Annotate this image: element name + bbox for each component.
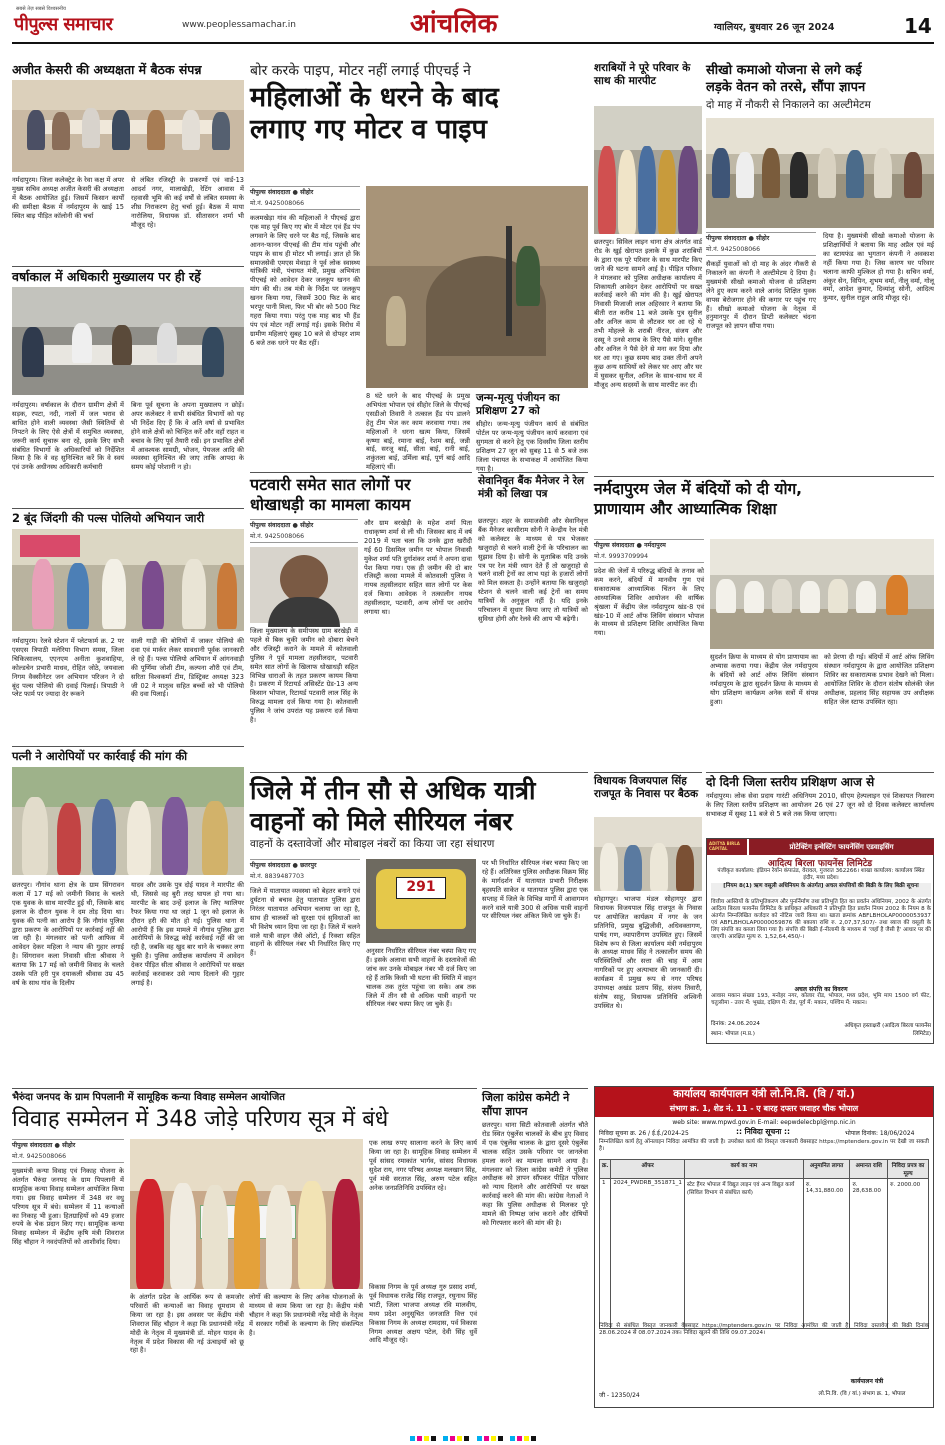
body-text: एक लाख रुपए सालाना करने के लिए कार्य किया जा रहा है। सामूहिक विवाह सम्मेलन में पूर्व सांसद रमाकांत भार्गव, सांसद विधायक सुदेश राय, नगर परिषद अध्यक्ष मलखान सिंह, पूर्व मंत्री सरताज सिंह, अरुण पटेल सहित अनेक जनप्रतिनिधि उपस्थित रहे। (369, 1139, 477, 1192)
body-text: को प्रेरणा दी गई। बंदियों में आर्ट ऑफ लिविंग संस्थान नर्मदापुरम के द्वारा आयोजित प्रशिक्षण शिविर का सकारात्मक प्रभाव देखने को मिला। आयोजित शिविर के दौरान संतोष सोलंकी जेल अधीक्षक, प्रहलाद सिंह सहायक उप अधीक्षक सहित जेल स्टाफ उपस्थित रहा। (824, 653, 934, 706)
table-cell: 1 (600, 1179, 611, 1329)
table-header-cell: अमानत राशि (850, 1160, 888, 1179)
byline: पीपुल्स संवाददाता ● सीहोर मो.नं. 9425008066 (250, 519, 358, 543)
story-district-training (706, 772, 934, 834)
tender-contact[interactable]: web site: www.mpwd.gov.in E-mail: eepwdelecbpl@mp.nic.in (672, 1119, 856, 1126)
borewell-site-photo (366, 186, 588, 388)
headline-line-2: लड़के वेतन को तरसे, सौंपा ज्ञापन (706, 80, 866, 95)
tender-signatory-office: लो.नि.वि. (वि / यां.) संभाग क्र. 1, भोपाल (818, 1391, 906, 1397)
body-text: मुख्यमंत्री कन्या विवाह एवं निकाह योजना के अंतर्गत भैरुंदा जनपद के ग्राम पिपलानी में सामूहिक कन्या विवाह सम्मेलन आयोजित किया गया। इस विवाह सम्मेलन में 348 वर वधु परिणय सूत्र में बंधे। सम्मेलन में 11 कन्याओं का निकाह भी हुआ। हितग्राहियों को 49 हजार रुपये के चेक प्रदान किए गए। सामूहिक कन्या विवाह सम्मेलन में केंद्रीय कृषि मंत्री शिवराज सिंह चौहान ने नवदंपतियों को आशीर्वाद दिया। (12, 1167, 124, 1247)
ad-header: प्रोटेक्टिंग इन्वेस्टिंग फायनेंसिंग एडवाइसिंग (749, 839, 934, 855)
wedding-ceremony-photo (130, 1139, 363, 1289)
notice-title: [नियम 8(1) ऋण वसूली अधिनियम के अंतर्गत] अचल संपत्तियों की बिक्री के लिए बिक्री सूचना (711, 883, 931, 897)
headline: वर्षाकाल में अधिकारी मुख्यालय पर ही रहें (12, 269, 201, 284)
body-text: प्रदेश की जेलों में परिरुद्ध बंदियों के तनाव को कम करने, बंदियों में मानवीय गुण एवं सकारात्मक आध्यात्मिक चिंतन के लिए आध्यात्मिक शिविर आयोजन की वार्षिक श्रृंखला में केंद्रीय जेल नर्मदापुरम खंड-8 एवं खंड-10 में आर्ट ऑफ लिविंग संस्थान भोपाल के माध्यम से प्रशिक्षण शिविर आयोजित किया गया। (594, 567, 704, 638)
section-title: आंचलिक (410, 9, 498, 39)
table-header-cell: निविदा प्रपत्र का मूल्य (888, 1160, 929, 1179)
body-text: लोगों की कल्याण के लिए अनेक योजनाओं के माध्यम से काम किया जा रहा है। केंद्रीय मंत्री चौहान ने कहा कि प्रधानमंत्री नरेंद्र मोदी के नेतृत्व में सरकार गरीबों के कल्याण के लिए संकल्पित है। (249, 1293, 363, 1337)
headline: दो दिनी जिला स्तरीय प्रशिक्षण आज से (706, 775, 875, 789)
body-text: छतरपुर। सिविल लाइन थाना क्षेत्र अंतर्गत वार्ड रोड के खुई खेरापत इलाके में कुछ शराबियों के द्वारा एक पूरे परिवार के साथ मारपीट किए जाने की घटना सामने आई है। पीड़ित परिवार ने मंगलवार को पुलिस अधीक्षक कार्यालय में शिकायती आवेदन देकर आरोपियों पर सख्त कार्रवाई करने की मांग की है। खुई खेरापत निवासी मिजाजी लाल अहिरवार ने बताया कि बीती रात करीब 11 बजे उसके पुत्र सुनील और अनिल काम से लौटकर घर आ रहे थे तभी मोहल्ले के शराबी नीरज, संजय और दस्सू ने उनसे शराब के लिए पैसे मांगे। सुनील और अनिल ने पैसे देने से मना कर दिया और घर आ गए। कुछ समय बाद उक्त तीनों अपने कुछ अन्य साथियों को लेकर घर आए और घर में घुसकर सुनील, अनिल के साथ-साथ घर में मौजूद अन्य सदस्यों के साथ मारपीट कर दी। (594, 238, 702, 389)
notice-date: दिनांक: 24.06.2024 (711, 1021, 760, 1027)
byline: पीपुल्स संवाददाता ● छतरपुर मो.नं. 8839487703 (250, 859, 360, 883)
meeting-photo (12, 80, 244, 172)
subheadline: वाहनों के दस्तावेजों और मोबाइल नंबरों का किया जा रहा संधारण (250, 838, 495, 850)
table-cell: 2024_PWDRB_351871_1 (611, 1179, 684, 1329)
headline: विवाह सम्मेलन में 348 जोड़े परिणय सूत्र में बंधे (12, 1107, 389, 1132)
story-sikho-kamao (706, 62, 934, 466)
subheadline: दो माह में नौकरी से निकालने का अल्टीमेटम (706, 99, 871, 111)
body-text: छतरपुर। शहर के समाजसेवी और सेवानिवृत्त बैंक मैनेजर कासीराम सोनी ने केन्द्रीय रेल मंत्री को कलेक्टर के माध्यम से पत्र भेजकर खजुराहो से चलने वाली ट्रेनों के परिचालन का सुझाव दिया है। सोनी के मुताबिक यदि उनके पत्र पर रेल मंत्री ध्यान देते हैं तो खजुराहो से चलने वाली ट्रेनों का लाभ यहां के हजारों लोगों को मिल सकता है। उन्होंने बताया कि खजुराहो स्टेशन से चलने वाली कई ट्रेनों का समय यात्रियों के अनुकूल नहीं है। यदि इनके परिचालन में सुधार किया जाए तो यात्रियों को सुविधा होगी और रेलवे की आय भी बढ़ेगी। (478, 517, 588, 623)
story-bank-manager-letter (478, 472, 588, 766)
body-text: जिले में यातायात व्यवस्था को बेहतर बनाने एवं दुर्घटना से बचाव हेतु यातायात पुलिस द्वारा निरंतर यातायात अभियान चलाया जा रहा है, साथ ही चालकों को सुरक्षा एवं सुविधाओं का भी विशेष ध्यान दिया जा रहा है। जिले में चलने वाले यात्री वाहन जैसे ऑटो, ई रिक्शा सहित वाहनों के सीरियल नंबर भी निर्धारित किए गए हैं। (250, 887, 360, 958)
family-photo (594, 106, 702, 234)
body-text: कलमखेड़ा गांव की महिलाओं ने पीएचई द्वारा एक माह पूर्व किए गए बोर में मोटर एवं हैंड पंप लगवाने के लिए धरने पर बैठ गईं, जिसके बाद आनन-फानन पीएचई की टीम गांव पहुंची और पाइप के साथ ही मोटर भी लगाई। ज्ञात हो कि समाजसेवी एमएस मेवाड़ा ने पूर्व लोक स्वास्थ्य यांत्रिकी मंत्री, पंचायत मंत्री, प्रमुख अभियंता पीएचई को आवेदन देकर जलकूप खनन की मांग की थी। तब मंत्री के निर्देश पर जलकूप खनन किया गया, जिसमें 300 फिट के बाद भरपूर पानी मिला, फिर भी बोर को 500 फिट गहरा किया गया। परंतु एक माह बाद भी हैंड पंप एवं मोटर नहीं लगाई गई। इसके विरोध में ग्रामीण महिलाएं सुबह 10 बजे से दोपहर शाम 6 बजे तक धरने पर बैठ रहीं। (250, 214, 360, 347)
headline: सेवानिवृत बैंक मैनेजर ने रेल मंत्री को लिखा पत्र (478, 475, 585, 500)
body-text: नर्मदापुरम। रेलवे स्टेशन में प्लेटफार्म क्र. 2 पर एसएस त्रिपाठी मलेरिया विभाग समस, जिला चिकित्सालय, एएनएम अनीता कुशवाहिया, कोल्डचेन प्रभारी माधव, रोहित जोठे, जयवाला निगम वैक्सीनेटर जन अभियान परिजन ने दो बूंद पल्स पोलियो की दवाई पिलाई। त्रिपाठी ने प्लेट फार्म पर ज्यादा देर रूकने (12, 637, 124, 699)
headline: महिलाओं के धरने के बाद (250, 82, 499, 113)
tender-table (599, 1159, 929, 1329)
body-text: छतरपुर। नौगांव थाना क्षेत्र के ग्राम सिंगरावन कला में 17 मई को जमीनी विवाद के चलते एक युवक के साथ मारपीट हुई थी, जिसके बाद इलाज के दौरान युवक ने दम तोड़ दिया था। युवक की पत्नी का आरोप है कि नौगांव पुलिस द्वारा प्रकरण के आरोपियों पर कार्रवाई नहीं की जा रही है। मंगलवार को पत्नी आफिस में आवेदन देकर महिला ने न्याय की गुहार लगाई है। सिंगरावन कला निवासी सीता श्रीवास ने बताया कि 17 मई को जमीनी विवाद के चलते उसके पति हरी पुत्र दयाकली श्रीवास उम्र 45 वर्ष के साथ गांव के दिलीप (12, 881, 124, 987)
table-cell: रु. 28,638.00 (850, 1179, 888, 1329)
kicker: बोर करके पाइप, मोटर नहीं लगाई पीएचई ने (250, 63, 471, 79)
body-text: दिया है। मुख्यमंत्री सीखो कमाओ योजना के प्रशिक्षार्थियों ने बताया कि माह अप्रैल एवं मई का स्टायफंड का भुगतान कंपनी ने अवकाश नहीं किया गया है। जिस कारण घर परिवार चलाना काफी मुश्किल हो गया है। सचिन वर्मा, अंकुर सेन, विपिन, शुभम वर्मा, नीलू वर्मा, गोलू वर्मा, आदेश कुमार, दिव्यांशु सोनी, आदित्य कुमार, सुनील राहुल आदि मौजूद रहे। (823, 232, 934, 303)
body-text: नर्मदापुरम। लोक सेवा प्रदाय गारंटी अधिनियम 2010, सीएम हेल्पलाइन एवं शिकायत निवारण के लिए जिला स्तरीय प्रशिक्षण का आयोजन 26 एवं 27 जून को दो दिवस कलेक्टर कार्यालय सभाकक्ष में सुबह 11 बजे से 5 बजे तक किया जाएगा। (706, 792, 934, 818)
headline-line-2: वाहनों को मिले सीरियल नंबर (250, 807, 513, 836)
lead-story (250, 62, 588, 473)
print-color-bar (12, 1426, 934, 1436)
story-mla-meeting (594, 772, 702, 1082)
accused-photo (250, 547, 358, 623)
tender-ref: निविदा सूचना क्र. 26 / ई.ई./2024-25 (599, 1130, 689, 1137)
tender-notice-title: :: निविदा सूचना :: (736, 1127, 790, 1136)
complainants-photo (12, 767, 244, 875)
body-text: के अंतर्गत प्रदेश के आर्थिक रूप से कमजोर परिवारों की कन्याओं का विवाह धूमधाम से किया जा रहा है। इस अवसर पर केंद्रीय मंत्री शिवराज सिंह चौहान ने कहा कि प्रधानमंत्री नरेंद्र मोदी के नेतृत्व में मुख्यमंत्री डॉ. मोहन यादव के नेतृत्व में प्रदेश विकास की नई ऊंचाइयों को छू रहा है। (130, 1293, 244, 1355)
headline-line-2: प्राणायाम और आध्यात्मिक शिक्षा (594, 500, 777, 518)
polio-drive-photo (12, 529, 244, 631)
headline: शराबियों ने पूरे परिवार के साथ की मारपीट (594, 62, 691, 87)
body-text: सैकड़ों युवाओं को दो माह के अंदर नौकरी से निकालने का कंपनी ने अल्टीमेटम दे दिया है। मुख्यमंत्री सीखो कमाओ योजना से प्रशिक्षण लेने हुए काम करने वाले आनंद शिक्षित युवक वापस बेरोजगार होने की कगार पर पहुंच गए हैं। सीखो कमाओ योजना के नेतृत्व में हनुमानपुर में दौरान डिप्टी कलेक्टर चंदना राजपूत को ज्ञापन सौंपा गया। (706, 260, 816, 331)
table-header-cell: कार्य का नाम (684, 1160, 803, 1179)
table-header-cell: क्र. (600, 1160, 611, 1179)
aditya-birla-notice (706, 838, 934, 1044)
logo[interactable]: पीपुल्स समाचार (14, 14, 113, 35)
body-text: नर्मदापुरम। जिला कलेक्ट्रेट के रेवा कक्ष में अपर मुख्य सचिव अध्यक्ष अजीत केसरी की अध्यक्षता में बैठक आयोजित हुई। जिसमें किसान कार्यों की समीक्षा बैठक में नर्मदापुरम के खाई 15 स्थित बाढ़ पीड़ित कॉलोनी की चर्चा (12, 176, 124, 220)
tender-code: जी - 12350/24 (599, 1392, 640, 1399)
story-varshakal (12, 266, 244, 502)
story-ajit-kesari (12, 62, 244, 262)
headline: पत्नी ने आरोपियों पर कार्रवाई की मांग की (12, 749, 188, 763)
body-text: बिना पूर्व सूचना के अपना मुख्यालय न छोड़ें। अपर कलेक्टर ने सभी संबंधित विभागों को यह भी निर्देश दिए हैं कि वे अति वर्षा से प्रभावित होने वाले क्षेत्रों को चिन्हित करें और वहाँ राहत व बचाव के लिए पूर्व तैयारी रखें। इन प्रभावित क्षेत्रों में आवश्यक सामग्री, भोजन, पेयजल आदि की व्यवस्था सुनिश्चित की जाए ताकि आपदा के समय कोई परेशानी न हो। (131, 401, 244, 472)
headline: जिला कांग्रेस कमेटी ने सौंपा ज्ञापन (482, 1091, 570, 1118)
property-title: अचल संपत्ति का विवरण (794, 986, 848, 993)
tender-intro: निम्नलिखित कार्य हेतु ऑनलाइन निविदा आमंत्रित की जाती है। उपरोक्त कार्य की विस्तृत जानकारी वेबसाइट https://mptenders.gov.in पर देखी जा सकती है। (599, 1139, 929, 1152)
body-text: छतरपुर। थाना सिटी कोतवाली अंतर्गत चौते रोड स्थित एंबुलेंस चालकों के बीच हुए विवाद में एक एंबुलेंस चालक के द्वारा दूसरे एंबुलेंस चालक सहित उसके परिवार पर जानलेवा हमला करने का मामला सामने आया है। मंगलवार को जिला कांग्रेस कमेटी ने पुलिस अधीक्षक को ज्ञापन सौंपकर पीड़ित परिवार को न्याय दिलाने और आरोपियों पर सख्त कार्रवाई करने की मांग की। कांग्रेस नेताओं ने कहा कि पुलिस अधीक्षक से मिलकर पूरे मामले की निष्पक्ष जांच कराने और दोषियों को गिरफ्तार करने की मांग की है। (482, 1121, 588, 1227)
serial-plate: 291 (406, 879, 436, 895)
table-cell: रु. 14,31,880.00 (803, 1179, 850, 1329)
story-polio (12, 508, 244, 740)
headline: 2 बूंद जिंदगी की पल्स पोलियो अभियान जारी (12, 511, 205, 525)
body-text: पर भी निर्धारित सीरियल नंबर चस्पा किए जा रहे हैं। अतिरिक्त पुलिस अधीक्षक विक्रम सिंह के मार्गदर्शन में यातायात प्रभारी निरीक्षक बृहस्पति साकेत व यातायात पुलिस द्वारा एक सप्ताह में जिले के विभिन्न मार्गों में आवागमन करने वाले यात्री 300 से अधिक यात्री वाहनों पर सीरियल नंबर अंकित किये जा चुके हैं। (482, 859, 588, 921)
mla-photo (594, 817, 702, 891)
company-address: पंजीकृत कार्यालय: इंडियन रेयॉन कंपाउंड, वेरावल, गुजरात 362266। शाखा कार्यालय: कार्यालय स्थित इंदौर, मध्य प्रदेश। (717, 868, 925, 881)
body-text: सीहोर। जन्म-मृत्यु पंजीयन कार्य से संबंधित पोर्टल पर जन्म-मृत्यु पंजीयन कार्य करवाना एवं सुगमता से करने हेतु एक दिवसीय जिला स्तरीय प्रशिक्षण 27 जून को सुबह 11 से 5 बजे तक जिला पंचायत के सभाकक्ष में आयोजित किया गया है। (476, 420, 588, 473)
story-wife-demand (12, 746, 244, 1028)
aditya-birla-logo: ADITYA BIRLA CAPITAL (707, 839, 747, 855)
body-text: जिला मुख्यालय के समीपस्थ ग्राम बरखेड़ी में पहले से बिक चुकी जमीन को दोबारा बेचने और रजिस्ट्री कराने के मामले में कोतवाली पुलिस ने पूर्व मामला तहसीलदार, पटवारी समेत सात लोगों के खिलाफ धोखाधड़ी सहित विभिन्न धाराओं के तहत प्रकरण कायम किया है। प्रकरण में रिटायर्ड असिस्टेंट ग्रेड-13 अन्य किसान भोपाल, रिटायर्ड पटवारी लाल सिंह के विरुद्ध मामला दर्ज किया गया है। कोतवाली पुलिस ने जांच उपरांत यह प्रकरण दर्ज किया है। (250, 627, 358, 725)
headline: जन्म-मृत्यु पंजीयन का प्रशिक्षण 27 को (476, 392, 560, 417)
headline: नर्मदापुरम जेल में बंदियों को दी योग, (594, 480, 803, 498)
body-text: यादव और उसके पुत्र दोई यादव ने मारपीट की थी, जिससे वह बुरी तरह घायल हो गया था। मारपीट के बाद उन्हें इलाज के लिए ग्वालियर रैफर किया गया था जहां 1 जून को इलाज के दौरान हरी की मौत हो गई। पुलिस थाना में आरोपी हैं कि इस मामले में नौगांव पुलिस द्वारा आरोपियों के विरुद्ध कोई कार्रवाई नहीं की जा रही है, जबकि वह खुद बार थाने के चक्कर लगा चुकी है। पुलिस अधीक्षक कार्यालय में आवेदन देकर पीड़ित सीता श्रीवास ने आरोपियों पर सख्त कार्रवाई करवाकर उसे न्याय दिलाने की गुहार लगाई है। (131, 881, 244, 987)
notice-place: स्थान: भोपाल (म.प्र.) (711, 1031, 755, 1037)
office-meeting-photo (12, 287, 244, 395)
byline: पीपुल्स संवाददाता ● सीहोर मो.नं. 9425008066 (12, 1139, 124, 1163)
tender-footer: निविदा से संबंधित विस्तृत जानकारी वेबसाइट https://mptenders.gov.in पर निविदा आमंत्रित की जाती है। निविदा दस्तावेज की बिक्री दिनांक 28.06.2024 से 08.07.2024 तक। निविदा खुलने की तिथि 09.07.2024। (599, 1323, 929, 1336)
page-number: 14 (904, 14, 932, 38)
notice-body: वित्तीय आस्तियों के प्रतिभूतिकरण और पुनर्निर्माण तथा प्रतिभूति हित का प्रवर्तन अधिनियम, 2002 के अंतर्गत आदित्य बिरला फायनेंस लिमिटेड के प्राधिकृत अधिकारी ने प्रतिभूति हित प्रवर्तन नियम 2002 के नियम 8 के अंतर्गत निम्नलिखित कर्जदार को नोटिस जारी किया था। खाता क्रमांक ABFLBHOLAP0000053937 एवं ABFLBHOLAP0000059876 की बकाया राशि रु. 2,07,37,507/- तथा ब्याज की वसूली के लिए संपत्ति का कब्जा लिया गया है। संपत्ति की बिक्री ई-नीलामी के माध्यम से 'जहाँ है जैसी है' आधार पर की जाएगी। आरक्षित मूल्य रु. 1,52,64,450/-। (711, 899, 931, 940)
body-text: 8 घंटे धरने के बाद पीएचई के प्रमुख अभियंता भोपाल एवं सीहोर जिले के पीएचई एसडीओ तिवारी ने तत्काल हैंड पंप डालने हेतु टीम भेज कर काम करवाया गया। तब महिलाओं ने धरना खत्म किया, जिसमें कृष्णा बाई, रमाना बाई, रेशम बाई, जन्नी बाई, सरजू बाई, सीता बाई, रानी बाई, शकुंतला बाई, उर्मिला बाई, पूर्ण बाई आदि महिलाएं थीं। (366, 392, 470, 472)
tender-date: भोपाल दिनांक: 18/06/2024 (845, 1130, 915, 1137)
auto-rickshaw-photo (366, 859, 476, 943)
table-header-cell: ऑफर (611, 1160, 684, 1179)
story-serial-numbers (250, 772, 588, 1082)
tender-title: कार्यालय कार्यपालन यंत्री लो.नि.वि. (वि / यां.) (673, 1088, 855, 1100)
signatory: अधिकृत हस्ताक्षरी (आदित्य बिरला फायनेंस लिमिटेड) (844, 1023, 931, 1037)
body-text: सुदर्शन क्रिया के माध्यम से योग प्राणायाम का अभ्यास कराया गया। केंद्रीय जेल नर्मदापुरम के बंदियों को आर्ट ऑफ लिविंग संस्थान नर्मदापुरम के द्वारा सुदर्शन क्रिया के माध्यम से योग प्रशिक्षण कार्यक्रम अनेक सत्रों में संपन्न हुआ। (710, 653, 818, 706)
body-text: विकास निगम के पूर्व अध्यक्ष गुरु प्रसाद शर्मा, पूर्व विधायक राजेंद्र सिंह राजपूत, रघुनाथ सिंह भाटी, जिला भाजपा अध्यक्ष रवि मालवीय, मध्य प्रदेश अनुसूचित जनजाति वित्त एवं विकास निगम के अध्यक्ष रामदास, पर्व विकास निगम अध्यक्ष अक्षय पटेल, देवी सिंह धुर्वे आदि मौजूद रहे। (369, 1283, 477, 1345)
story-congress-memorandum (482, 1088, 588, 1408)
table-cell: स्टेट हैंगर भोपाल में विद्युत लाइन एवं अन्य विद्युत कार्य (सिविल विभाग से संबंधित कार्य) (684, 1179, 803, 1329)
byline: पीपुल्स संवाददाता ● नर्मदापुरम मो.नं. 9993709994 (594, 539, 704, 563)
property-desc: आवास मकान संख्या 193, मनोहर नगर, कोलार रोड, भोपाल, मध्य प्रदेश, भूमि माप 1500 वर्ग फीट, चतुःसीमा - उत्तर में: भूखंड, दक्षिण में: रोड, पूर्व में: मकान, पश्चिम में: मकान। (711, 993, 931, 1006)
headline: अजीत केसरी की अध्यक्षता में बैठक संपन्न (12, 62, 202, 77)
logo-tagline: सबसे तेज़ सबसे विश्वसनीय (16, 6, 66, 12)
headline: जिले में तीन सौ से अधिक यात्री (250, 776, 536, 805)
headline: विधायक विजयपाल सिंह राजपूत के निवास पर बैठक (594, 775, 699, 800)
headline-line-2: लगाए गए मोटर व पाइप (250, 114, 487, 145)
headline: सीखो कमाओ योजना से लगे कई (706, 63, 862, 78)
body-text: वाली गाड़ी की बोगियों में जाकर पोलियो की दवा एवं मार्कर लेकर सावधानी पूर्वक जानकारी ले रहे हैं। पल्स पोलियो अभियान में आंगनवाड़ी की पूर्णिमा जोशी टीम, कल्पना शौरी एवं टीम, सरिता विश्वकर्मा टीम, डिस्ट्रिक्ट अध्यक्ष 323 जी 02 ने मातृत्व सहित बच्चों को भी पोलियो की दवा पिलाई। (131, 637, 244, 699)
table-header-cell: अनुमानित लागत (803, 1160, 850, 1179)
tender-signatory: कार्यपालन यंत्री (850, 1378, 884, 1385)
kicker: भैरुंदा जनपद के ग्राम पिपलानी में सामूहिक कन्या विवाह सम्मेलन आयोजित (12, 1092, 285, 1103)
tender-header (595, 1087, 933, 1117)
table-cell: रु. 2000.00 (888, 1179, 929, 1329)
story-jail-yoga (594, 476, 934, 766)
tender-subtitle: संभाग क्र. 1, शेड नं. 11 - ए बारह दफ्तर जवाहर चौक भोपाल (669, 1104, 859, 1113)
body-text: से लंबित रजिस्ट्री के प्रकरणों एवं वार्ड-13 आदर्श नगर, मालाखेड़ी, रेटिंग आवास में रहवासी भूमि की कई वर्षों से लंबित समस्या के शीघ्र निराकरण हेतु चर्चा हुई। बैठक में माया नारोलिया, विधायक डॉ. सीतासरन शर्मा भी मौजूद रहे। (131, 176, 244, 229)
body-text: सोहागपुर। भाजपा मंडल सोहागपुर द्वारा विधायक विजयपाल सिंह राजपूत के निवास पर आयोजित कार्यक्रम में नगर के जन प्रतिनिधि, प्रमुख बुद्धिजीवी, अधिवक्तागण, पार्षद गण, व्यापारीगण उपस्थित हुए। जिसमें विशेष रूप से जिला कार्यालय मंत्री नर्मदापुरम के अध्यक्ष माधव सिंह ने तत्कालीन समय की परिस्थितियों और सत्ता की चाह में आम नागरिकों पर हुए अत्याचार की जानकारी दी। कार्यक्रम में प्रमुख रूप से नगर परिषद उपाध्यक्ष अखंड प्रताप सिंह, संजय तिवारी, संतोष साहू, विधायक प्रतिनिधि अश्विनी उपस्थित थे। (594, 895, 702, 1010)
body-text: अनुसार निर्धारित सीरियल नंबर चस्पा किए गए हैं। इसके अलावा सभी वाहनों के दस्तावेजों की जांच कर उनके मोबाइल नंबर भी दर्ज किए जा रहे हैं ताकि किसी भी घटना की स्थिति में वाहन चालक तक तुरंत पहुंचा जा सके। अब तक जिले में तीन सौ से अधिक यात्री वाहनों पर सीरियल नंबर चस्पा किए जा चुके हैं। (366, 947, 476, 1009)
story-patwari (250, 472, 472, 766)
body-text: नर्मदापुरम। वर्षाकाल के दौरान ग्रामीण क्षेत्रों में सड़क, रपटा, नदी, नालों में जल भराव से बाधित होने वाली व्यवस्था जैसी स्थितियों से निपटने के लिए ऐसे क्षेत्रों में समुचित व्यवस्था, जरूरी कार्य सुचारू बना रहे, इसके लिए सभी संबंधित विभागों के अधिकारियों को निर्देशित किया है कि वे वह सुनिश्चित करें कि वे स्वयं एवं उनके अधीनस्थ अधिकारी कर्मचारी (12, 401, 124, 472)
headline-line-2: धोखाधड़ी का मामला कायम (250, 495, 411, 514)
youth-protest-photo (706, 118, 934, 228)
table-row (600, 1179, 929, 1329)
masthead (12, 8, 934, 44)
yoga-session-photo (710, 539, 934, 649)
headline: पटवारी समेत सात लोगों पर (250, 475, 411, 494)
pwd-tender-notice (594, 1086, 934, 1408)
byline: पीपुल्स संवाददाता ● सीहोर मो.नं. 9425008066 (250, 186, 360, 210)
body-text: और ग्राम बरखेड़ी के महेश शर्मा पिता राधाकृष्ण शर्मा से ली थी। जिसका बाद में वर्ष 2019 में पता चला कि उनके द्वारा खरीदी गई 60 डिसमिल जमीन पर भोपाल निवासी मुकेश शर्मा पति दुर्गाशंकर शर्मा ने अपना दावा पेश किया गया। एक ही जमीन की दो बार रजिस्ट्री करवा मामले में कोतवाली पुलिस ने नायब तहसीलदार सहित सात लोगों पर केस दर्ज किया। आवेदक ने तत्कालीन नायब तहसीलदार, पटवारी, अन्य लोगों पर आरोप लगाया था। (364, 519, 472, 617)
story-mass-wedding (12, 1088, 477, 1408)
story-birth-death-training (476, 392, 588, 473)
website[interactable]: www.peoplessamachar.in (182, 20, 296, 30)
byline: पीपुल्स संवाददाता ● सीहोर मो.नं. 9425008066 (706, 232, 816, 256)
dateline: ग्वालियर, बुधवार 26 जून 2024 (714, 22, 835, 33)
company-name: आदित्य बिरला फायनेंस लिमिटेड (767, 859, 873, 869)
story-sharabi (594, 62, 702, 466)
